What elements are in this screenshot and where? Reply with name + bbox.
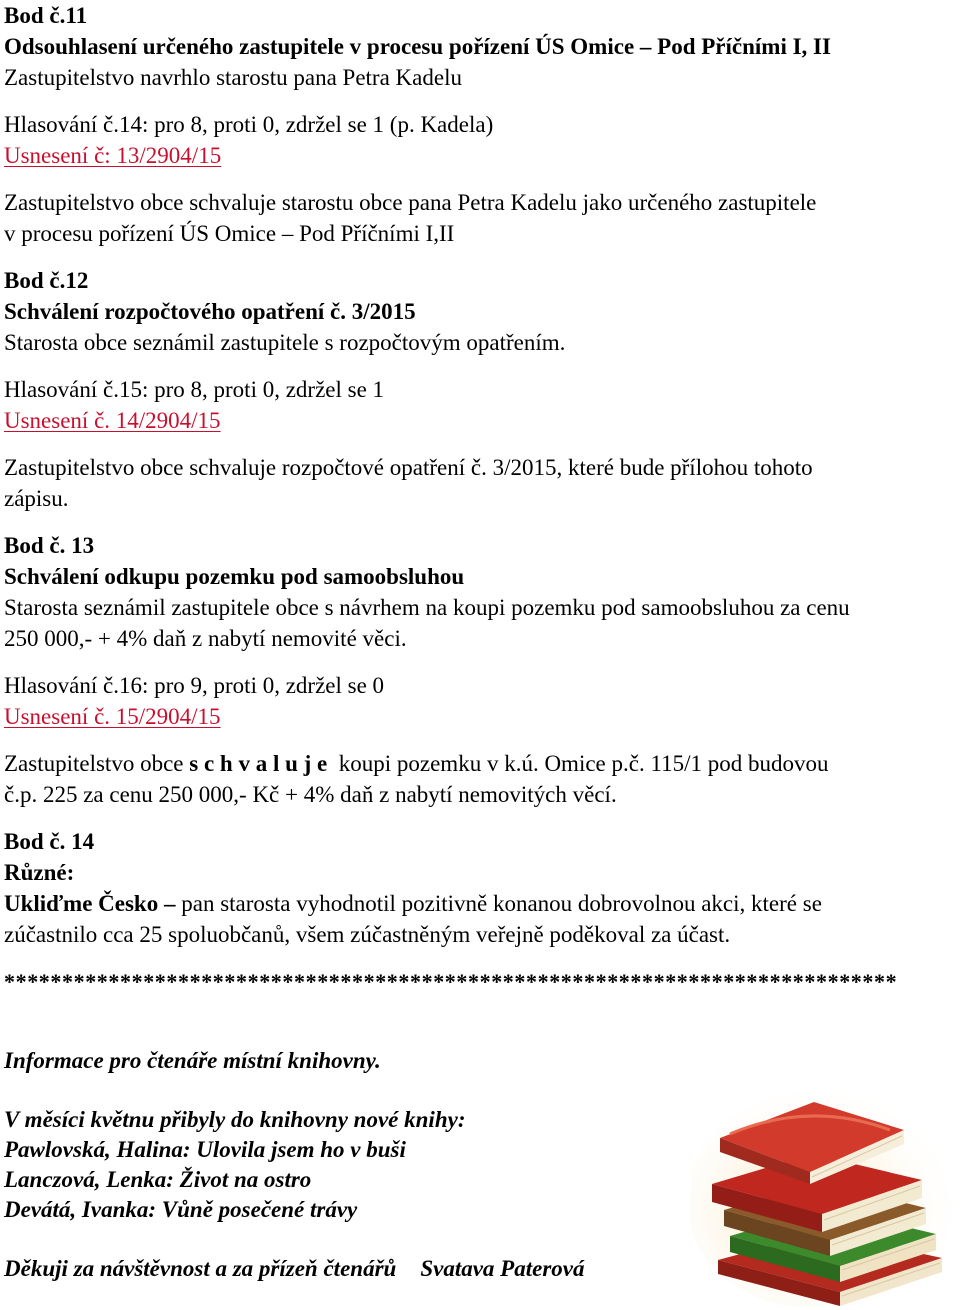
library-signature: Svatava Paterová	[420, 1256, 585, 1281]
bod11-vote: Hlasování č.14: pro 8, proti 0, zdržel se 1 (p. Kadela)	[4, 112, 494, 137]
bod11-heading: Bod č.11	[4, 3, 88, 28]
bod11-resolution: Usnesení č: 13/2904/15	[4, 143, 222, 168]
bod13-decision-line2: č.p. 225 za cenu 250 000,- Kč + 4% daň z nabytí nemovitých věcí.	[4, 782, 617, 807]
bod14-uklid-line1	[4, 888, 956, 919]
bod13-resolution: Usnesení č. 15/2904/15	[4, 704, 221, 729]
library-thanks-line	[4, 1254, 584, 1284]
bod12-decision-line2: zápisu.	[4, 486, 69, 511]
library-intro: V měsíci květnu přibyly do knihovny nové knihy:	[4, 1107, 466, 1132]
library-thanks: Děkuji za návštěvnost a za přízeň čtenářů	[4, 1256, 397, 1281]
separator-stars: *****************************************************************************	[4, 969, 898, 994]
bod13-decision-verb: s c h v a l u j e	[189, 751, 328, 776]
bod12-decision-line1: Zastupitelstvo obce schvaluje rozpočtové opatření č. 3/2015, které bude přílohou tohoto	[4, 455, 813, 480]
bod12-resolution: Usnesení č. 14/2904/15	[4, 408, 221, 433]
bod13-vote: Hlasování č.16: pro 9, proti 0, zdržel se 0	[4, 673, 385, 698]
bod13-decision-line1	[4, 748, 956, 779]
library-heading: Informace pro čtenáře místní knihovny.	[4, 1048, 381, 1073]
bod12-text: Starosta obce seznámil zastupitele s rozpočtovým opatřením.	[4, 330, 566, 355]
bod13-heading: Bod č. 13	[4, 533, 95, 558]
document-page	[4, 0, 956, 950]
uklid-rest: pan starosta vyhodnotil pozitivně konanou dobrovolnou akci, které se	[175, 891, 822, 916]
bod12-vote: Hlasování č.15: pro 8, proti 0, zdržel se 1	[4, 377, 385, 402]
uklid-bold: Ukliďme Česko –	[4, 891, 176, 916]
library-book-3: Devátá, Ivanka: Vůně posečené trávy	[4, 1197, 358, 1222]
stack-of-books-icon	[690, 1060, 956, 1306]
bod13-text-line2: 250 000,- + 4% daň z nabytí nemovité věci.	[4, 626, 407, 651]
bod11-title: Odsouhlasení určeného zastupitele v procesu pořízení ÚS Omice – Pod Příčními I, II	[4, 34, 831, 59]
bod13-decision-rest: koupi pozemku v k.ú. Omice p.č. 115/1 pod budovou	[327, 751, 829, 776]
library-book-2: Lanczová, Lenka: Život na ostro	[4, 1167, 312, 1192]
bod13-title: Schválení odkupu pozemku pod samoobsluhou	[4, 564, 465, 589]
bod12-heading: Bod č.12	[4, 268, 89, 293]
bod13-decision-prefix: Zastupitelstvo obce	[4, 751, 190, 776]
bod14-uklid-line2: zúčastnilo cca 25 spoluobčanů, všem zúčastněným veřejně poděkoval za účast.	[4, 922, 731, 947]
bod13-text-line1: Starosta seznámil zastupitele obce s návrhem na koupi pozemku pod samoobsluhou za cenu	[4, 595, 850, 620]
bod14-heading: Bod č. 14	[4, 829, 95, 854]
library-book-1: Pawlovská, Halina: Ulovila jsem ho v buši	[4, 1137, 406, 1162]
bod11-decision-line2: v procesu pořízení ÚS Omice – Pod Příčními I,II	[4, 221, 455, 246]
bod11-text: Zastupitelstvo navrhlo starostu pana Petra Kadelu	[4, 65, 462, 90]
bod12-title: Schválení rozpočtového opatření č. 3/2015	[4, 299, 416, 324]
bod14-title: Různé:	[4, 860, 75, 885]
bod11-decision-line1: Zastupitelstvo obce schvaluje starostu obce pana Petra Kadelu jako určeného zastupitele	[4, 190, 817, 215]
